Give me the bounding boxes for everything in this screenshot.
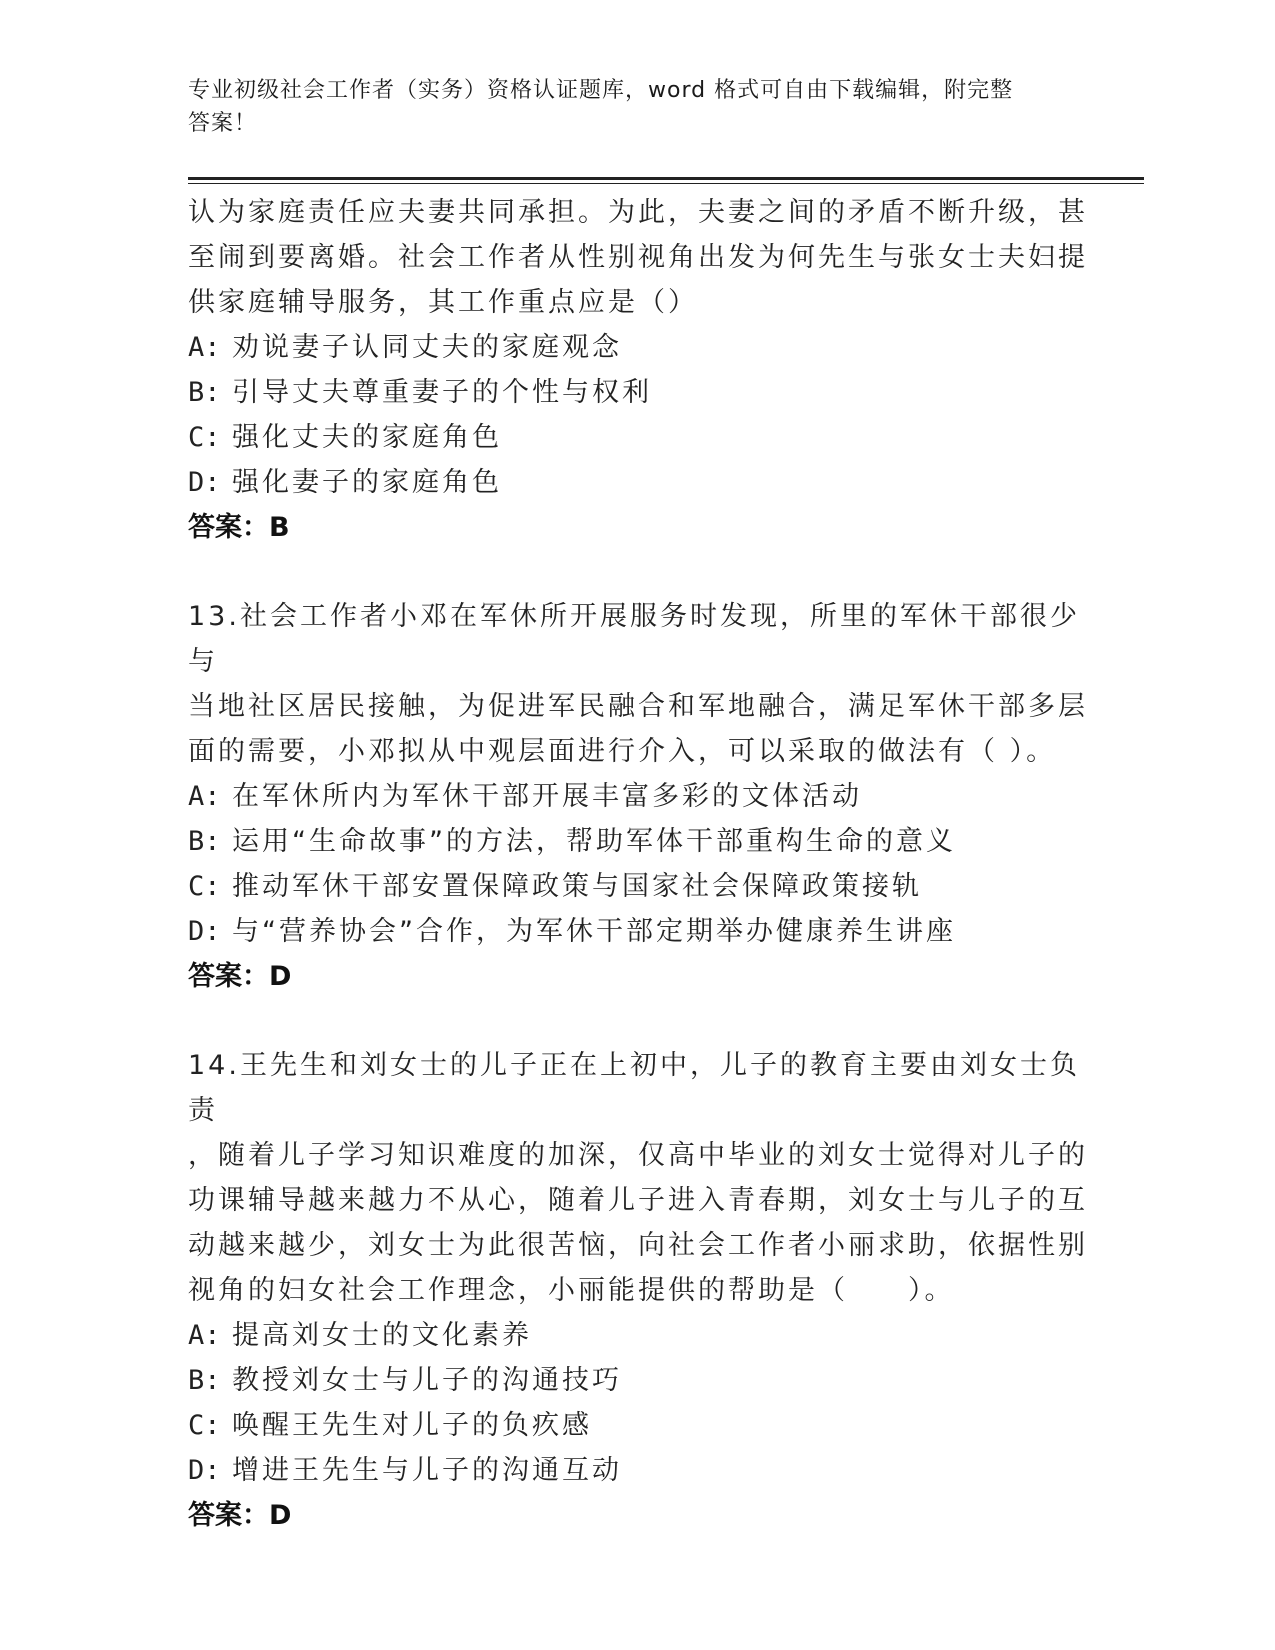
header-rule-thin bbox=[188, 183, 1144, 184]
option-b bbox=[188, 370, 1088, 415]
option-key: D: bbox=[188, 467, 221, 498]
option-d bbox=[188, 1448, 1088, 1493]
option-c bbox=[188, 415, 1088, 460]
option-text: 强化丈夫的家庭角色 bbox=[232, 422, 502, 453]
page-header bbox=[188, 74, 1068, 140]
question-12-continued bbox=[188, 190, 1088, 550]
question-list bbox=[188, 190, 1088, 1538]
option-text: 在军休所内为军休干部开展丰富多彩的文体活动 bbox=[232, 781, 862, 812]
option-a bbox=[188, 774, 1088, 819]
question-text-line: 14.王先生和刘女士的儿子正在上初中，儿子的教育主要由刘女士负责 bbox=[188, 1050, 1080, 1126]
option-text: 强化妻子的家庭角色 bbox=[232, 467, 502, 498]
option-text: 运用“生命故事”的方法，帮助军体干部重构生命的意义 bbox=[232, 826, 956, 857]
option-c bbox=[188, 864, 1088, 909]
question-text-line: 当地社区居民接触，为促进军民融合和军地融合，满足军休干部多层 bbox=[188, 691, 1088, 722]
option-c bbox=[188, 1403, 1088, 1448]
option-text: 教授刘女士与儿子的沟通技巧 bbox=[232, 1365, 622, 1396]
option-a bbox=[188, 325, 1088, 370]
option-key: B: bbox=[188, 826, 221, 857]
question-text-line: 至闹到要离婚。社会工作者从性别视角出发为何先生与张女士夫妇提 bbox=[188, 242, 1088, 273]
question-14 bbox=[188, 1043, 1088, 1538]
header-line-2: 答案！ bbox=[188, 111, 258, 136]
question-13 bbox=[188, 594, 1088, 999]
option-text: 提高刘女士的文化素养 bbox=[232, 1320, 532, 1351]
answer-label: 答案：D bbox=[188, 961, 292, 992]
option-text: 劝说妻子认同丈夫的家庭观念 bbox=[232, 332, 622, 363]
question-text-line: 13.社会工作者小邓在军休所开展服务时发现，所里的军休干部很少与 bbox=[188, 601, 1080, 677]
option-text: 与“营养协会”合作，为军休干部定期举办健康养生讲座 bbox=[232, 916, 956, 947]
option-text: 唤醒王先生对儿子的负疚感 bbox=[232, 1410, 592, 1441]
option-key: A: bbox=[188, 332, 221, 363]
question-text-line: 动越来越少，刘女士为此很苦恼，向社会工作者小丽求助，依据性别 bbox=[188, 1230, 1088, 1261]
question-text-line: ，随着儿子学习知识难度的加深，仅高中毕业的刘女士觉得对儿子的 bbox=[188, 1140, 1088, 1171]
option-text: 推动军休干部安置保障政策与国家社会保障政策接轨 bbox=[232, 871, 922, 902]
option-text: 引导丈夫尊重妻子的个性与权利 bbox=[232, 377, 652, 408]
question-text-line: 功课辅导越来越力不从心，随着儿子进入青春期，刘女士与儿子的互 bbox=[188, 1185, 1088, 1216]
option-key: D: bbox=[188, 1455, 221, 1486]
option-key: B: bbox=[188, 377, 221, 408]
header-line-1: 专业初级社会工作者（实务）资格认证题库，word 格式可自由下载编辑，附完整 bbox=[188, 78, 1014, 103]
option-key: C: bbox=[188, 422, 221, 453]
option-key: D: bbox=[188, 916, 221, 947]
question-text-line: 认为家庭责任应夫妻共同承担。为此，夫妻之间的矛盾不断升级，甚 bbox=[188, 197, 1088, 228]
answer-label: 答案：B bbox=[188, 512, 290, 543]
option-d bbox=[188, 909, 1088, 954]
option-d bbox=[188, 460, 1088, 505]
option-key: C: bbox=[188, 1410, 221, 1441]
answer-label: 答案：D bbox=[188, 1500, 292, 1531]
option-key: C: bbox=[188, 871, 221, 902]
option-b bbox=[188, 1358, 1088, 1403]
option-key: A: bbox=[188, 781, 221, 812]
option-text: 增进王先生与儿子的沟通互动 bbox=[232, 1455, 622, 1486]
question-text-line: 供家庭辅导服务，其工作重点应是（） bbox=[188, 287, 698, 318]
option-b bbox=[188, 819, 1088, 864]
question-text-line: 面的需要，小邓拟从中观层面进行介入，可以采取的做法有（ ）。 bbox=[188, 736, 1057, 767]
option-key: B: bbox=[188, 1365, 221, 1396]
header-rule-thick bbox=[188, 177, 1144, 180]
option-a bbox=[188, 1313, 1088, 1358]
question-text-line: 视角的妇女社会工作理念，小丽能提供的帮助是（ ）。 bbox=[188, 1275, 955, 1306]
option-key: A: bbox=[188, 1320, 221, 1351]
